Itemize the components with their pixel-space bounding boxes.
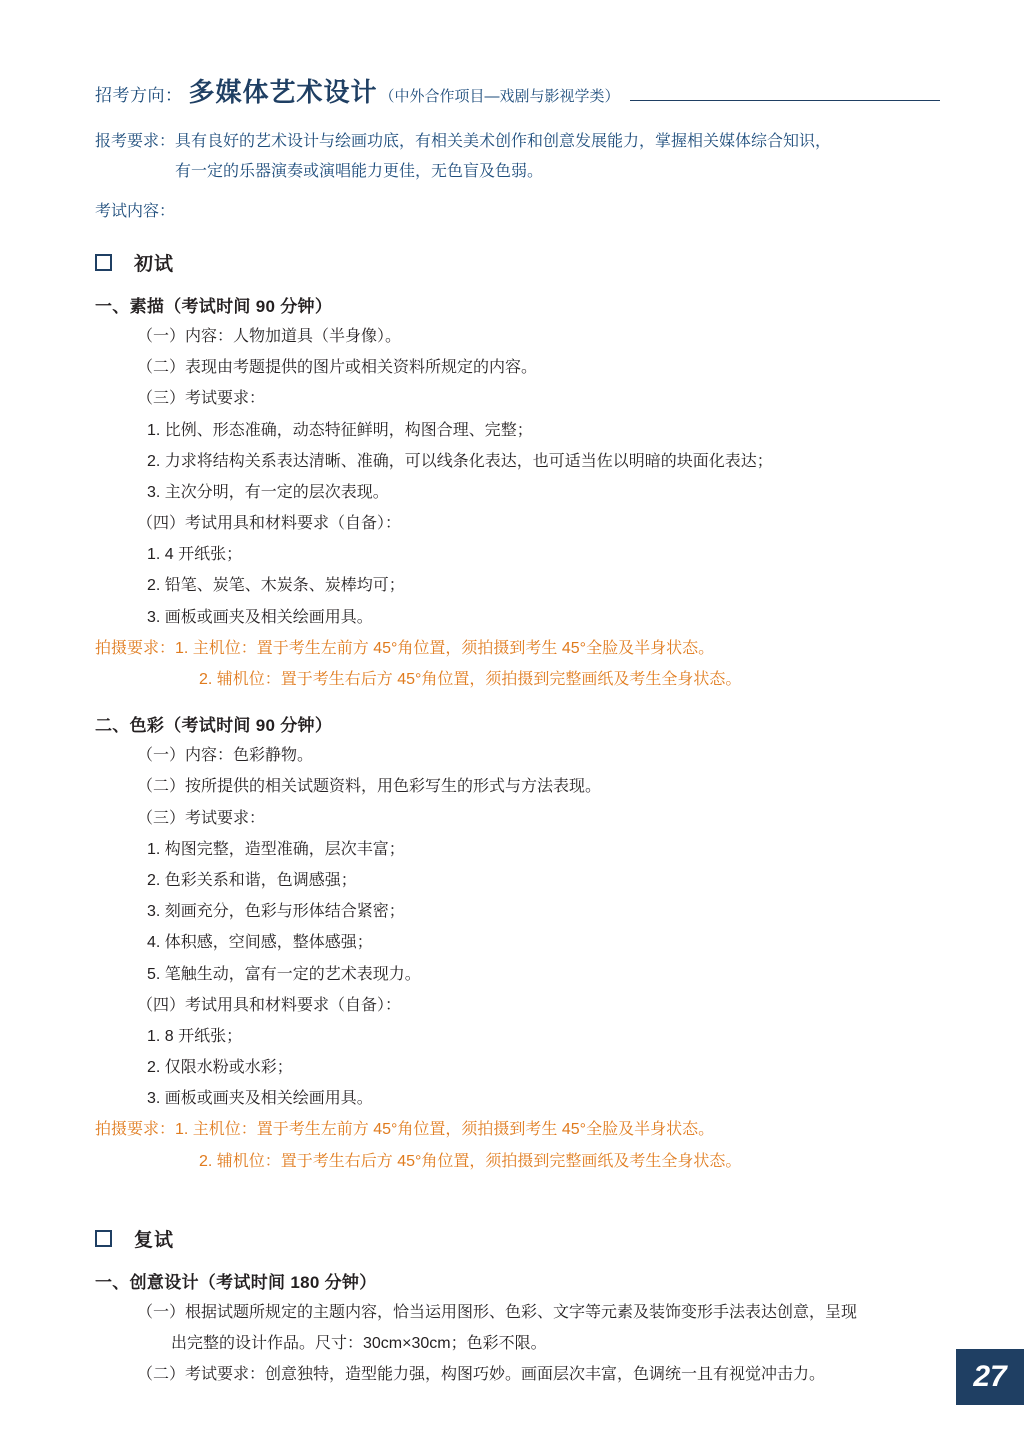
- major-name: 多媒体艺术设计: [188, 77, 378, 107]
- subject-item-cont-line: 出完整的设计作品。尺寸：30cm×30cm；色彩不限。: [171, 1335, 547, 1353]
- subject-line: （二）表现由考题提供的图片或相关资料所规定的内容。: [137, 359, 538, 377]
- subject-line: （四）考试用具和材料要求（自备）：: [137, 996, 402, 1014]
- admission-direction-header: [95, 72, 940, 109]
- subject-line: （三）考试要求：: [137, 809, 266, 827]
- application-requirement-line-2: 有一定的乐器演奏或演唱能力更佳，无色盲及色弱。: [175, 162, 544, 180]
- subject-heading: 一、创意设计（考试时间 180 分钟）: [95, 1272, 377, 1292]
- section-heading-preliminary: [95, 249, 940, 276]
- square-bullet-icon: [95, 1230, 112, 1247]
- application-requirement-text: [175, 127, 831, 186]
- section-spacer: [95, 1177, 940, 1203]
- application-requirement: [95, 127, 940, 186]
- subject-line: 3. 主次分明，有一定的层次表现。: [147, 483, 389, 501]
- header-rule: [630, 100, 940, 101]
- subject-line: （二）按所提供的相关试题资料，用色彩写生的形式与方法表现。: [137, 778, 602, 796]
- subject-line: 2. 力求将结构关系表达清晰、准确，可以线条化表达，也可适当佐以明暗的块面化表达；: [147, 452, 773, 470]
- square-bullet-icon: [95, 254, 112, 271]
- subject-line: 1. 4 开纸张；: [147, 546, 243, 564]
- subject-line: （一）内容：人物加道具（半身像）。: [137, 327, 402, 345]
- subject-line: （一）内容：色彩静物。: [137, 747, 314, 765]
- application-requirement-line-1: 具有良好的艺术设计与绘画功底，有相关美术创作和创意发展能力，掌握相关媒体综合知识，: [175, 133, 832, 150]
- subject-item-first-line: （一）根据试题所规定的主题内容，恰当运用图形、色彩、文字等元素及装饰变形手法表达创意，呈现: [137, 1303, 858, 1321]
- subject-line: 2. 色彩关系和谐，色调感强；: [147, 871, 357, 889]
- section-heading-second-round: [95, 1225, 940, 1252]
- application-requirement-label: 报考要求：: [95, 133, 176, 150]
- subject-item: [95, 1359, 940, 1390]
- subject-line: 5. 笔触生动，富有一定的艺术表现力。: [147, 965, 421, 983]
- subject-line: 3. 画板或画夹及相关绘画用具。: [147, 1090, 373, 1108]
- subject-heading: 一、素描（考试时间 90 分钟）: [95, 296, 333, 316]
- subject-line: 4. 体积感，空间感，整体感强；: [147, 934, 373, 952]
- shooting-requirement-line-2: 2. 辅机位：置于考生右后方 45°角位置，须拍摄到完整画纸及考生全身状态。: [199, 1152, 742, 1170]
- section-title: 初试: [134, 253, 175, 275]
- subject-line: 1. 比例、形态准确，动态特征鲜明，构图合理、完整；: [147, 421, 533, 439]
- page-content: [95, 72, 940, 1390]
- subject-heading: 二、色彩（考试时间 90 分钟）: [95, 716, 333, 736]
- subject-line: 2. 铅笔、炭笔、木炭条、炭棒均可；: [147, 577, 405, 595]
- shooting-requirement-line-2: 2. 辅机位：置于考生右后方 45°角位置，须拍摄到完整画纸及考生全身状态。: [199, 671, 742, 689]
- subject-item-first-line: （二）考试要求：创意独特，造型能力强，构图巧妙。画面层次丰富，色调统一且有视觉冲击力。: [137, 1366, 826, 1384]
- subject-item: [95, 1297, 940, 1359]
- major-subtitle: （中外合作项目—戏剧与影视学类）: [379, 88, 620, 105]
- subject-line: 3. 画板或画夹及相关绘画用具。: [147, 608, 373, 626]
- exam-content-label: 考试内容：: [95, 203, 176, 221]
- subject-line: 3. 刻画充分，色彩与形体结合紧密；: [147, 903, 405, 921]
- direction-label: 招考方向：: [95, 86, 183, 105]
- shooting-requirement: [95, 633, 940, 695]
- shooting-requirement-line-1: 拍摄要求：1. 主机位：置于考生左前方 45°角位置，须拍摄到考生 45°全脸及半身状态。: [95, 639, 715, 657]
- subject-line: （三）考试要求：: [137, 390, 266, 408]
- shooting-requirement: [95, 1114, 940, 1176]
- subject-line: 2. 仅限水粉或水彩；: [147, 1059, 293, 1077]
- section-title: 复试: [134, 1229, 175, 1251]
- subject-line: 1. 构图完整，造型准确，层次丰富；: [147, 840, 405, 858]
- shooting-requirement-line-1: 拍摄要求：1. 主机位：置于考生左前方 45°角位置，须拍摄到考生 45°全脸及半身状态。: [95, 1121, 715, 1139]
- subject-line: （四）考试用具和材料要求（自备）：: [137, 515, 402, 533]
- page-number-badge: 27: [956, 1349, 1024, 1405]
- subject-line: 1. 8 开纸张；: [147, 1027, 243, 1045]
